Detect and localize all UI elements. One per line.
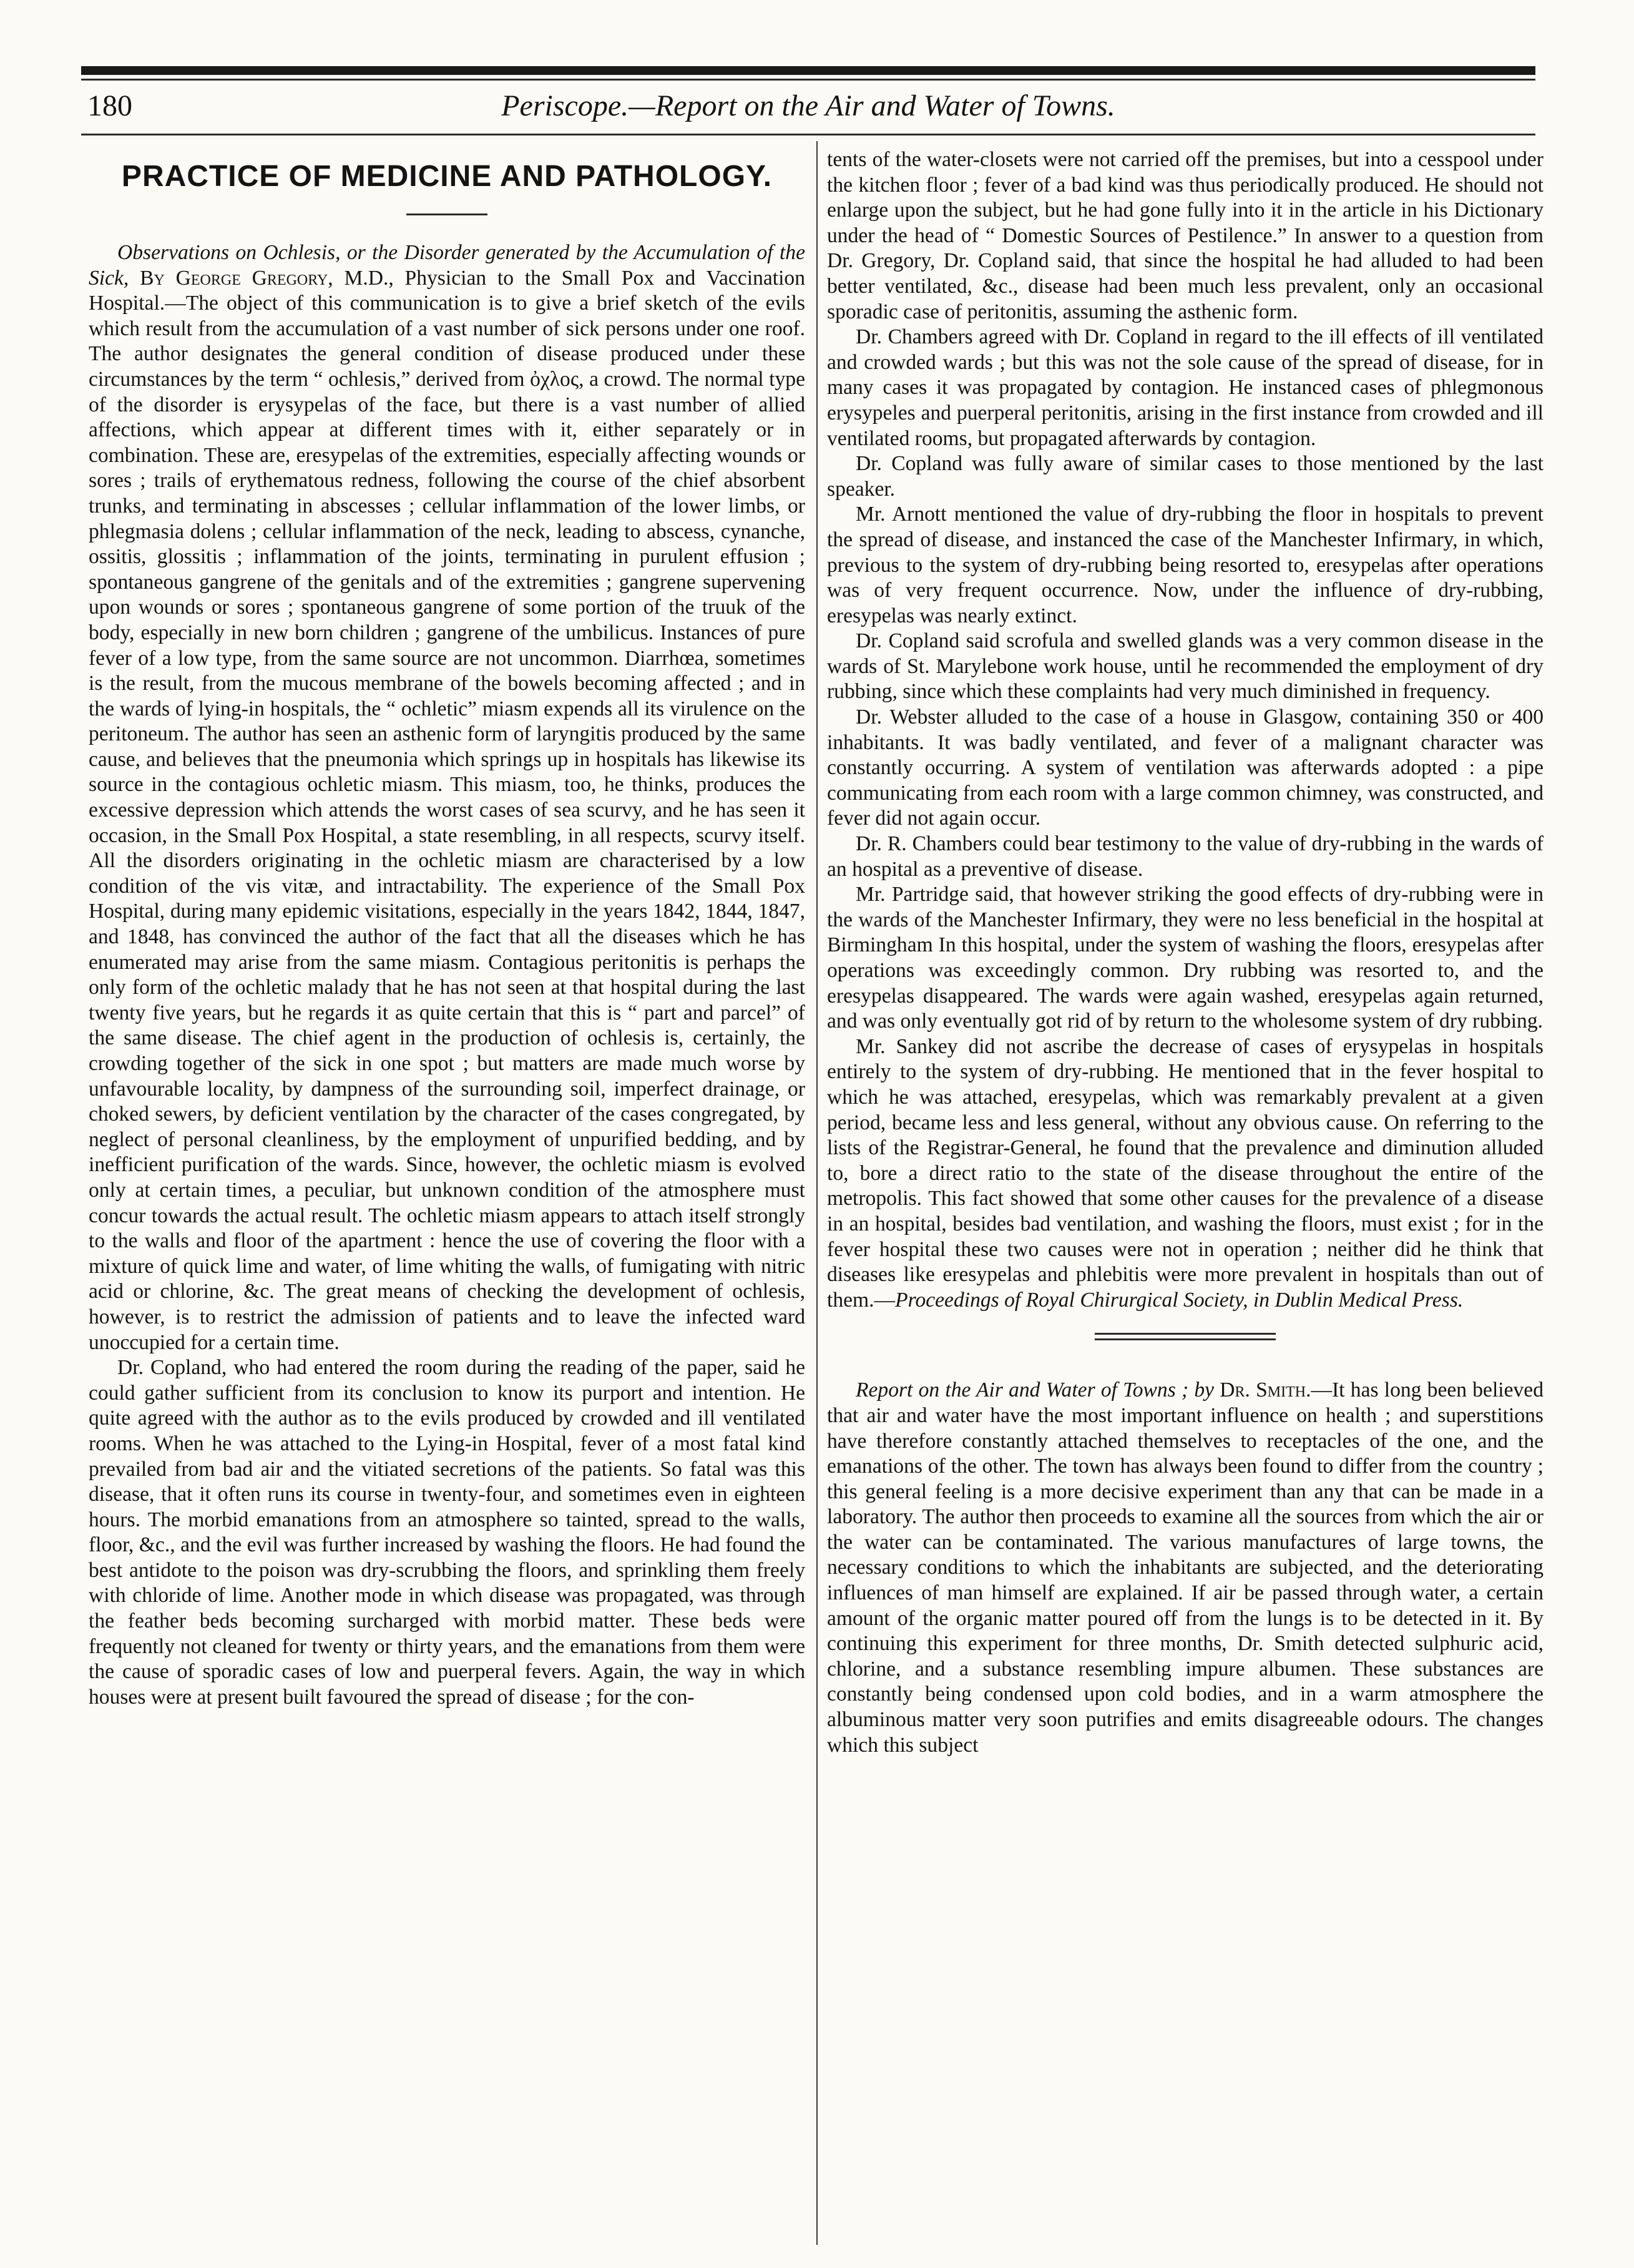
section-heading: PRACTICE OF MEDICINE AND PATHOLOGY. <box>121 160 773 193</box>
page-header <box>87 82 1529 132</box>
right-column <box>827 147 1543 1758</box>
running-title: Periscope.—Report on the Air and Water of Towns. <box>501 89 1115 122</box>
discussion-paragraph: Dr. Copland was fully aware of similar cases to those mentioned by the last speaker. <box>827 452 1543 501</box>
report-paragraph <box>827 1378 1543 1758</box>
top-rule-thin <box>81 79 1535 81</box>
source-citation: Proceedings of Royal Chirurgical Society, in Dublin Medical Press. <box>895 1288 1464 1312</box>
header-rule <box>81 134 1535 135</box>
article-body: Physician to the Small Pox and Vaccination Hospital.—The object of this communication is to give a brief sketch of the evils which result from the accumulation of a vast number of sick persons under one roof. The author designates the general condition of disease produced under these circumstances by the term “ ochlesis,” derived from ὀχλος, a crowd. The normal type of the disorder is erysypelas of the face, but there is a vast number of allied affections, which appear at different times with it, either separately or in combination. These are, eresypelas of the extremities, especially affecting wounds or sores ; trails of erythematous redness, following the course of the chief absorbent trunks, and terminating in abscesses ; cellular inflammation of the lower limbs, or phlegmasia dolens ; cellular inflammation of the neck, leading to abscess, cynanche, ossitis, glossitis ; inflammation of the joints, terminating in purulent effusion ; spontaneous gangrene of the genitals and of the extremities ; gangrene supervening upon wounds or sores ; spontaneous gangrene of some portion of the truuk of the body, especially in new born children ; gangrene of the umbilicus. Instances of pure fever of a low type, from the same source are not uncommon. Diarrhœa, sometimes is the result, from the mucous membrane of the bowels becoming affected ; and in the wards of lying-in hospitals, the “ ochletic” miasm expends all its virulence on the peritoneum. The author has seen an asthenic form of laryngitis produced by the same cause, and believes that the pneumonia which springs up in hospitals has likewise its source in the contagious ochletic miasm. This miasm, too, he thinks, produces the excessive depression which attends the worst cases of sea scurvy, and he has seen it occasion, in the Small Pox Hospital, a state resembling, in all respects, scurvy itself. All the disorders originating in the ochletic miasm are characterised by a low condition of the vis vitæ, and intractability. The experience of the Small Pox Hospital, during many epidemic visitations, especially in the years 1842, 1844, 1847, and 1848, has convinced the author of the fact that all the diseases which he has enumerated may arise from the same miasm. Contagious peritonitis is perhaps the only form of the ochletic malady that he has not seen at that hospital during the last twenty five years, but he regards it as quite certain that this is “ part and parcel” of the same disease. The chief agent in the production of ochlesis is, certainly, the crowding together of the sick in one spot ; but matters are made much worse by unfavourable locality, by dampness of the surrounding soil, imperfect drainage, or choked sewers, by deficient ventilation by the character of the cases congregated, by neglect of personal cleanliness, by the employment of unpurified bedding, and by inefficient purification of the wards. Since, however, the ochletic miasm is evolved only at certain times, a peculiar, but unknown condition of the atmosphere must concur towards the actual result. The ochletic miasm appears to attach itself strongly to the walls and floor of the apartment : hence the use of covering the floor with a mixture of quick lime and water, of lime whiting the walls, of fumigating with nitric acid or chlorine, &c. The great means of checking the development of ochlesis, however, is to restrict the admission of patients and to leave the infected ward unoccupied for a certain time. <box>89 266 806 1354</box>
discussion-paragraph <box>827 1034 1543 1313</box>
article-title: Observations on Ochlesis, or the Disorder generated by the Accumulation of the Sick, <box>89 241 805 290</box>
discussion-paragraph-continued: tents of the water-closets were not carried off the premises, but into a cesspool under the kitchen floor ; fever of a bad kind was thus periodically produced. He should not enlarge upon the subject, but he had gone fully into it in the article in his Dictionary under the head of “ Domestic Sources of Pestilence.” In answer to a question from Dr. Gregory, Dr. Copland said, that since the hospital he had alluded to had been better ventilated, &c., disease had been much less prevalent, only an occasional sporadic case of peritonitis, assuming the asthenic form. <box>827 148 1543 323</box>
section-rule <box>406 214 487 215</box>
report-title: Report on the Air and Water of Towns ; by <box>856 1378 1215 1402</box>
left-column <box>89 147 805 1710</box>
discussion-paragraph: Dr. Chambers agreed with Dr. Copland in regard to the ill effects of ill ventilated and crowded wards ; but this was not the sole cause of the spread of disease, for in many cases it was propagated by contagion. He instanced cases of phlegmonous erysypeles and puerperal peritonitis, arising in the first instance from crowded and ill ventilated rooms, but propagated afterwards by contagion. <box>827 325 1543 450</box>
report-author: Dr. Smith. <box>1220 1378 1311 1402</box>
article-author: By George Gregory, M.D., <box>140 266 394 290</box>
discussion-paragraph: Mr. Partridge said, that however striking the good effects of dry-rubbing were in the wards of the Manchester Infirmary, they were no less beneficial in the hospital at Birmingham In this hospital, under the system of washing the floors, eresypelas after operations was exceedingly common. Dry rubbing was resorted to, and the eresypelas disappeared. The wards were again washed, eresypelas again returned, and was only eventually got rid of by return to the wholesome system of dry rubbing. <box>827 883 1543 1033</box>
page-number: 180 <box>87 89 132 122</box>
discussion-paragraph: Dr. R. Chambers could bear testimony to the value of dry-rubbing in the wards of an hospital as a preventive of disease. <box>827 832 1543 881</box>
paragraph-body: Mr. Sankey did not ascribe the decrease of cases of erysypelas in hospitals entirely to the system of dry-rubbing. He mentioned that in the fever hospital to which he was attached, eresypelas, which was remarkably prevalent at a given period, became less and less general, without any obvious cause. On referring to the lists of the Registrar-General, he found that the prevalence and diminution alluded to, bore a direct ratio to the state of the disease throughout the entire of the metropolis. This fact showed that some other causes for the prevalence of a disease in an hospital, besides bad ventilation, and washing the floors, must exist ; for in the fever hospital these two causes were not in operation ; neither did he think that diseases like eresypelas and phlebitis were more prevalent in hospitals than out of them.— <box>827 1034 1543 1312</box>
article-paragraph <box>89 240 805 1355</box>
top-rule <box>81 66 1535 75</box>
column-divider <box>816 141 818 2245</box>
section-divider <box>1095 1333 1276 1340</box>
discussion-paragraph: Mr. Arnott mentioned the value of dry-rubbing the floor in hospitals to prevent the spread of disease, and instanced the case of the Manchester Infirmary, in which, previous to the system of dry-rubbing being resorted to, eresypelas after operations was of very frequent occurrence. Now, under the influence of dry-rubbing, eresypelas was nearly extinct. <box>827 503 1543 627</box>
report-body: —It has long been believed that air and water have the most important influence on health ; and superstitions have therefore constantly attached themselves to receptacles of the one, and the emanations of the other. The town has always been found to differ from the country ; this general feeling is a more decisive experiment than any that can be made in a laboratory. The author then proceeds to examine all the sources from which the air or the water can be contaminated. The various manufactures of large towns, the necessary conditions to which the inhabitants are subjected, and the deteriorating influences of man himself are explained. If air be passed through water, a certain amount of the organic matter poured off from the lungs is to be detected in it. By continuing this experiment for three months, Dr. Smith detected sulphuric acid, chlorine, and a substance resembling impure albumen. These substances are constantly being condensed upon cold bodies, and in a warm atmosphere the albuminous matter very soon putrifies and emits disagreeable odours. The changes which this subject <box>827 1378 1543 1757</box>
discussion-paragraph: Dr. Webster alluded to the case of a house in Glasgow, containing 350 or 400 inhabitants. It was badly ventilated, and fever of a malignant character was constantly occurring. A system of ventilation was afterwards adopted : a pipe communicating from each room with a large common chimney, was constructed, and fever did not again occur. <box>827 705 1543 830</box>
discussion-paragraph: Dr. Copland said scrofula and swelled glands was a very common disease in the wards of St. Marylebone work house, until he recommended the employment of dry rubbing, since which these complaints had very much diminished in frequency. <box>827 629 1543 704</box>
discussion-paragraph: Dr. Copland, who had entered the room during the reading of the paper, said he could gather sufficient from its conclusion to know its purport and intention. He quite agreed with the author as to the evils produced by crowded and ill ventilated rooms. When he was attached to the Lying-in Hospital, fever of a most fatal kind prevailed from bad air and the vitiated secretions of the patients. So fatal was this disease, that it often runs its course in twenty-four, and sometimes even in eighteen hours. The morbid emanations from an atmosphere so tainted, spread to the walls, floor, &c., and the evil was further increased by washing the floors. He had found the best antidote to the poison was dry-scrubbing the floors, and sprinkling them freely with chloride of lime. Another mode in which disease was propagated, was through the feather beds becoming surcharged with morbid matter. These beds were frequently not cleaned for twenty or thirty years, and the emanations from them were the cause of sporadic cases of low and puerperal fevers. Again, the way in which houses were at present built favoured the spread of disease ; for the con- <box>89 1356 805 1709</box>
